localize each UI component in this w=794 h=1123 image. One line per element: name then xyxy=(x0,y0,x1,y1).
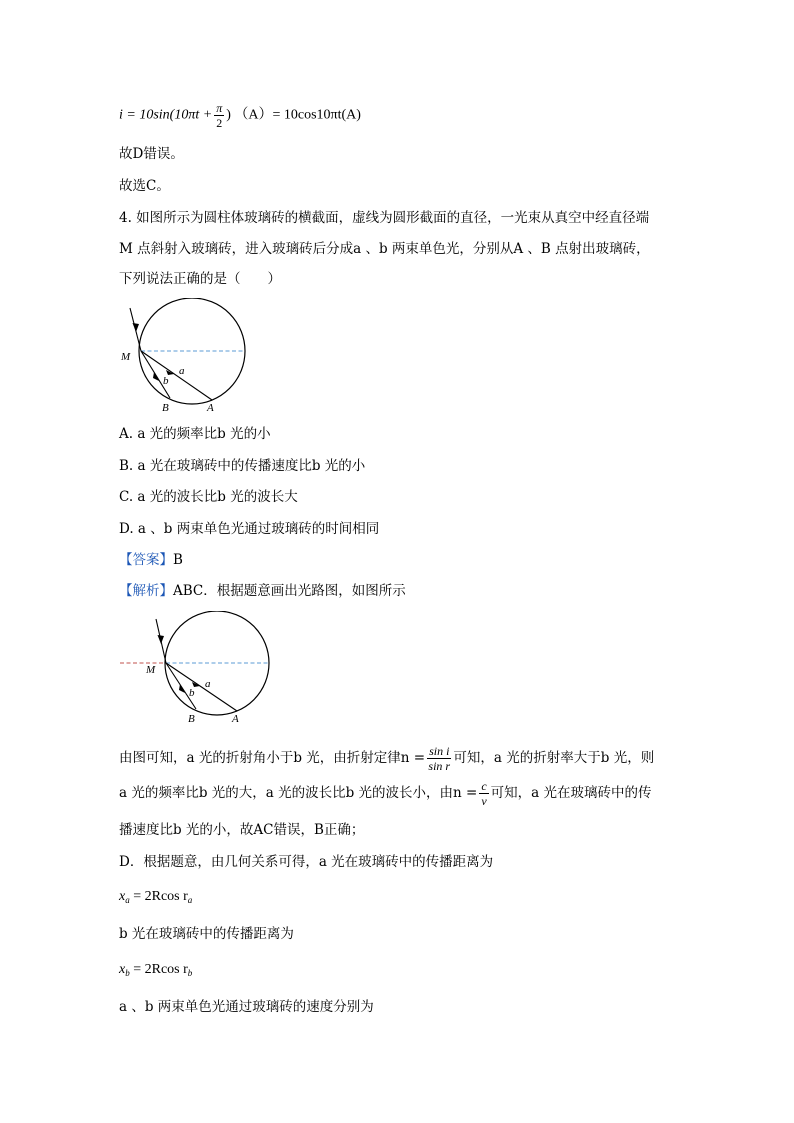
label-a-2: a xyxy=(205,678,211,690)
formula-part-2: ) （A）= 10cos10πt(A) xyxy=(226,107,361,123)
question-line-2: M 点斜射入玻璃砖，进入玻璃砖后分成a 、b 两束单色光，分别从A 、B 点射出玻璃砖， xyxy=(119,241,650,257)
eq1-sub-a-2: a xyxy=(187,895,193,905)
label-B-2: B xyxy=(188,713,195,725)
eq2-x: x xyxy=(119,962,126,977)
answer-line xyxy=(119,551,183,569)
fraction-numerator: π xyxy=(216,101,223,115)
para-1-text-a: 由图可知，a 光的折射角小于b 光，由折射定律n = xyxy=(119,750,426,766)
analysis-text: ABC．根据题意画出光路图，如图所示 xyxy=(173,583,406,599)
option-d: D. a 、b 两束单色光通过玻璃砖的时间相同 xyxy=(119,521,380,537)
question-line-1: 4. 如图所示为圆柱体玻璃砖的横截面，虚线为圆形截面的直径，一光束从真空中经直径端 xyxy=(119,210,650,226)
label-M: M xyxy=(121,351,131,363)
eq1-sub-a: a xyxy=(125,895,130,905)
label-B: B xyxy=(162,402,169,414)
answer-label: 【答案】 xyxy=(119,552,173,568)
formula-part-1: i = 10sin(10πt + xyxy=(119,107,213,123)
option-b: B. a 光在玻璃砖中的传播速度比b 光的小 xyxy=(119,458,366,474)
para-4: D．根据题意，由几何关系可得，a 光在玻璃砖中的传播距离为 xyxy=(119,854,494,870)
para-2-text-b: 可知，a 光在玻璃砖中的传 xyxy=(490,785,652,801)
eq2-sub-b: b xyxy=(125,968,130,978)
equation-xb xyxy=(119,961,192,982)
option-c: C. a 光的波长比b 光的波长大 xyxy=(119,489,298,505)
eq2-rhs: = 2Rcos r xyxy=(129,962,188,977)
analysis-line xyxy=(119,582,406,600)
para-3: 播速度比b 光的小，故AC错误，B正确； xyxy=(119,822,365,838)
pi-over-2-fraction xyxy=(214,101,224,130)
question-line-3: 下列说法正确的是（ ） xyxy=(119,271,281,287)
para-5: b 光在玻璃砖中的传播距离为 xyxy=(119,926,294,942)
c-over-v-fraction xyxy=(479,779,488,808)
analysis-figure xyxy=(117,611,277,729)
label-b-2: b xyxy=(189,687,195,699)
ray-a xyxy=(141,351,212,400)
sin-ratio-fraction xyxy=(427,744,451,773)
para-1 xyxy=(119,741,654,775)
incident-arrow xyxy=(133,323,140,332)
ray-b-arrow xyxy=(153,372,159,381)
option-a: A. a 光的频率比b 光的小 xyxy=(119,426,271,442)
ray-a-2 xyxy=(166,663,237,711)
sin-r: sin r xyxy=(428,759,451,773)
label-M-2: M xyxy=(146,664,156,676)
eq1-rhs: = 2Rcos r xyxy=(129,889,188,904)
fraction-denominator: 2 xyxy=(216,116,223,130)
para-2-text-a: a 光的频率比b 光的大，a 光的波长比b 光的波长小，由n = xyxy=(119,785,478,801)
label-a: a xyxy=(179,365,185,377)
c: c xyxy=(481,779,487,793)
para-1-text-b: 可知，a 光的折射率大于b 光，则 xyxy=(453,750,655,766)
choose-c: 故选C。 xyxy=(119,178,170,194)
analysis-label: 【解析】 xyxy=(119,583,173,599)
para-6: a 、b 两束单色光通过玻璃砖的速度分别为 xyxy=(119,999,374,1015)
equation-xa xyxy=(119,888,192,909)
v: v xyxy=(481,794,487,808)
current-formula xyxy=(119,101,361,130)
eq1-x: x xyxy=(119,889,126,904)
ray-b-arrow-2 xyxy=(179,684,185,693)
label-A: A xyxy=(207,402,214,414)
eq2-sub-b-2: b xyxy=(187,968,193,978)
label-b: b xyxy=(163,375,169,387)
label-A-2: A xyxy=(232,713,239,725)
para-2 xyxy=(119,776,652,810)
question-figure xyxy=(117,298,257,420)
sin-i: sin i xyxy=(429,744,450,758)
conclusion-d: 故D错误。 xyxy=(119,146,184,162)
answer-value: B xyxy=(173,552,183,568)
incident-arrow-2 xyxy=(158,635,165,644)
